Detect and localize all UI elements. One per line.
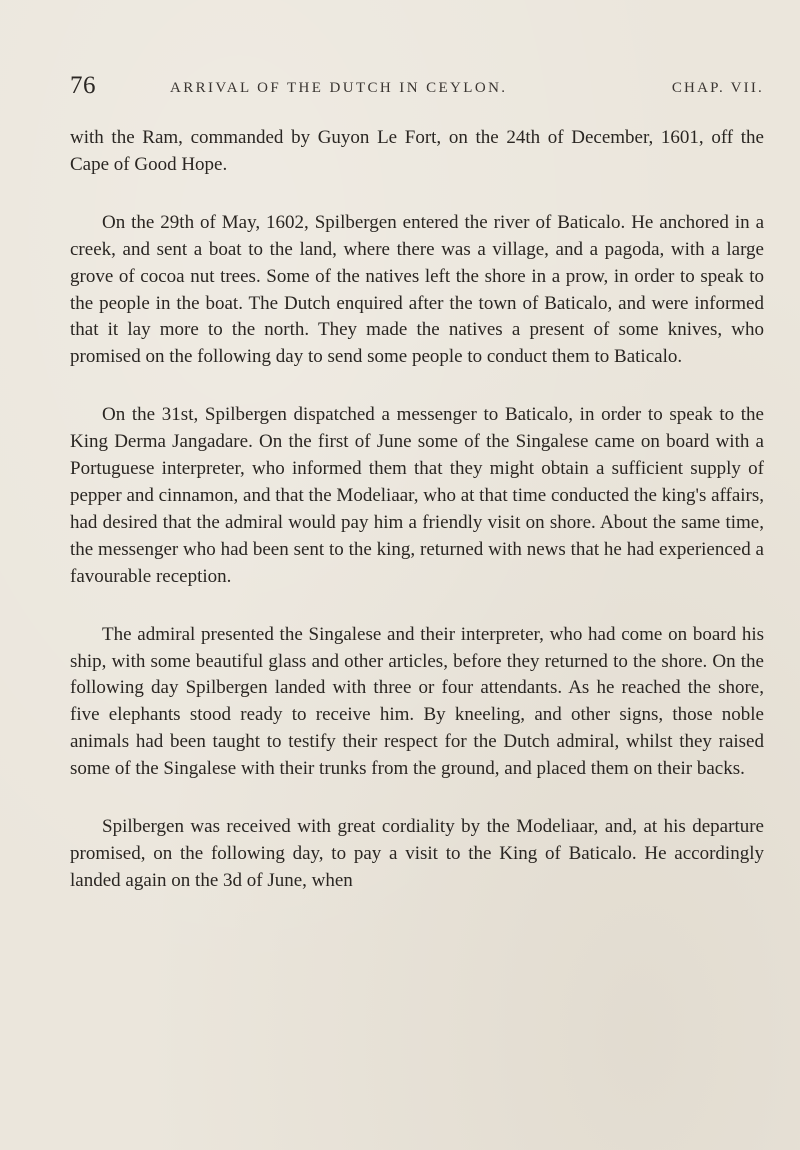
paragraph-continuation: with the Ram, commanded by Guyon Le Fort, on the 24th of December, 1601, off the Cape of Good Hope.	[70, 127, 764, 175]
paragraph: The admiral presented the Singalese and their interpreter, who had come on board his ship, with some beautiful glass and other articles, before they returned to the shore. On the following day Spilbergen landed with three or four attendants. As he reached the shore, five elephants stood ready to receive him. By kneeling, and other signs, those noble animals had been taught to testify their respect for the Dutch admiral, whilst they raised some of the Singalese with their trunks from the ground, and placed them on their backs.	[70, 623, 764, 780]
page-number: 76	[70, 72, 96, 99]
body-text	[70, 125, 764, 895]
paragraph: On the 29th of May, 1602, Spilbergen entered the river of Baticalo. He anchored in a creek, and sent a boat to the land, where there was a village, and a pagoda, with a large grove of cocoa nut trees. Some of the natives left the shore in a prow, in order to speak to the people in the boat. The Dutch enquired after the town of Baticalo, and were informed that it lay more to the north. They made the natives a present of some knives, who promised on the following day to send some people to conduct them to Baticalo.	[70, 211, 764, 368]
paragraph: On the 31st, Spilbergen dispatched a messenger to Baticalo, in order to speak to the King Derma Jangadare. On the first of June some of the Singalese came on board with a Portuguese interpreter, who informed them that they might obtain a sufficient supply of pepper and cinnamon, and that the Modeliaar, who at that time conducted the king's affairs, had desired that the admiral would pay him a friendly visit on shore. About the same time, the messenger who had been sent to the king, returned with news that he had experienced a favourable reception.	[70, 404, 765, 587]
paragraph: Spilbergen was received with great cordiality by the Modeliaar, and, at his departure promised, on the following day, to pay a visit to the King of Baticalo. He accordingly landed again on the 3d of June, when	[70, 816, 764, 891]
running-head: ARRIVAL OF THE DUTCH IN CEYLON.	[170, 80, 508, 96]
chapter-label: CHAP. VII.	[671, 80, 764, 96]
page-header	[70, 68, 764, 108]
